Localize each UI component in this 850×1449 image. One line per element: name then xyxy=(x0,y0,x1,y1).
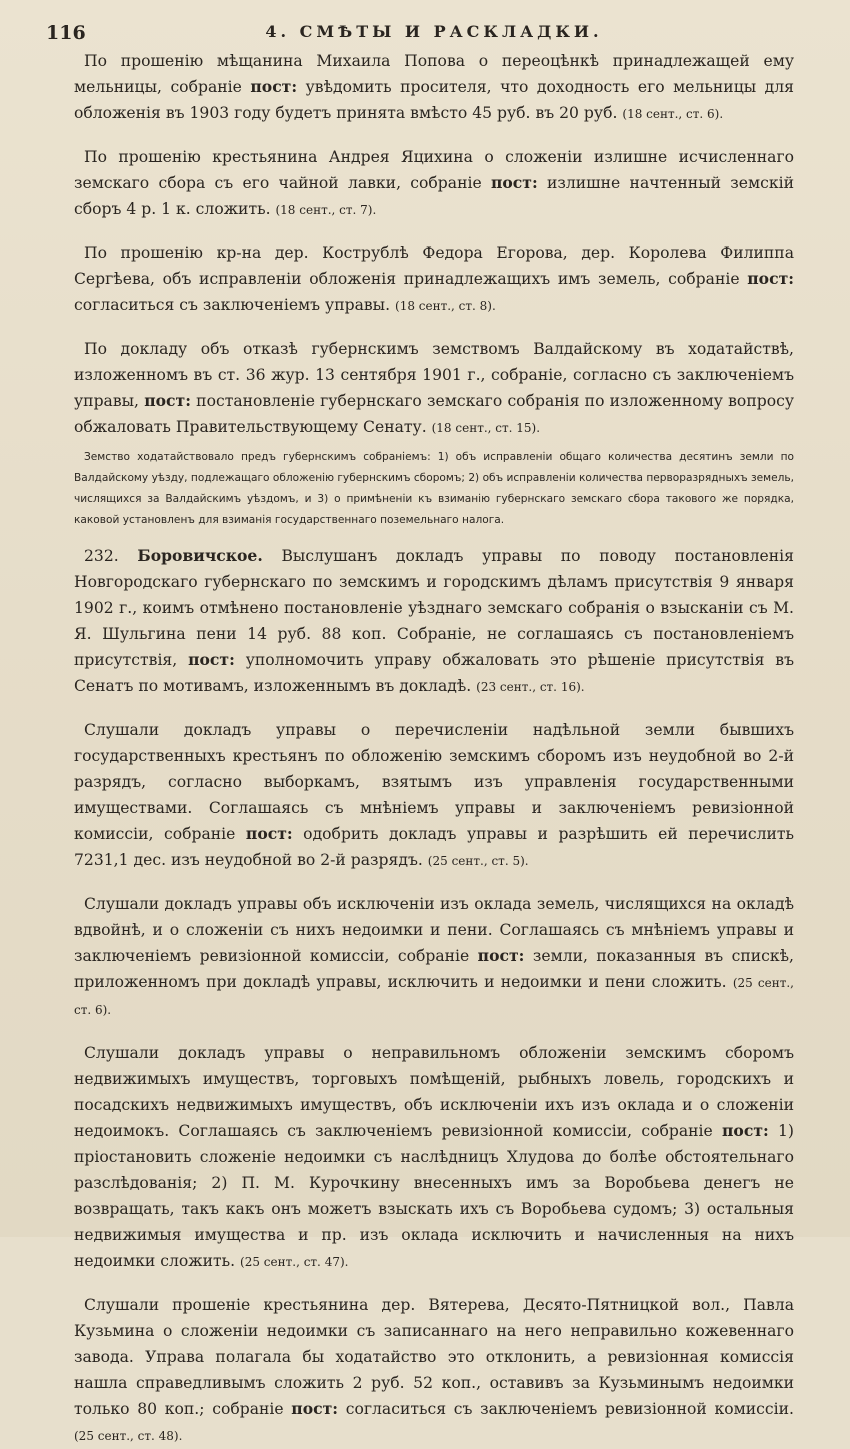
running-head: 4. СМѢТЫ И РАСКЛАДКИ. xyxy=(265,22,603,41)
section-name: Боровичское. xyxy=(137,546,263,565)
reference: (18 сент., ст. 6). xyxy=(622,107,724,121)
reference: (25 сент., ст. 48). xyxy=(74,1429,183,1443)
reference: (18 сент., ст. 8). xyxy=(395,299,496,313)
entry-paragraph: Слушали докладъ управы о неправильномъ обложеніи земскимъ сборомъ недвижимыхъ имуществъ, торговыхъ помѣщеній, рыбныхъ ловель, городскихъ и посадскихъ недвижимыхъ имуществъ, объ исключеніи ихъ изъ оклада и о сложеніи недоимокъ. Соглашаясь съ заключеніемъ ревизіонной комиссіи, собраніе пост: 1) пріостановить сложеніе недоимки съ наслѣдницъ Хлудова до болѣе обстоятельнаго разслѣдованія; 2) П. М. Курочкину внесенныхъ имъ за Воробьева денегъ не возвращать, такъ какъ онъ можетъ взыскать ихъ съ Воробьева судомъ; 3) остальныя недвижимыя имущества и пр. изъ оклада исключить и начисленныя на нихъ недоимки сложить. (25 сент., ст. 47). xyxy=(74,1044,795,1270)
footnote: Земство ходатайствовало предъ губернскимъ собраніемъ: 1) объ исправленіи общаго количества десятинъ земли по Валдайскому уѣзду, подлежащаго обложенію губернскимъ сборомъ; 2) объ исправленіи количества перворазрядныхъ земель, числящихся за Валдайскимъ уѣздомъ, и 3) о примѣненіи къ взиманію губернскаго земскаго сбора такового же порядка, каковой установленъ для взиманія государственнаго поземельнаго налога. xyxy=(74,451,794,526)
entry-paragraph: По прошенію кр-на дер. Кострублѣ Федора Егорова, дер. Королева Филиппа Сергѣева, объ исправленіи обложенія принадлежащихъ имъ земель, собраніе пост: согласиться съ заключеніемъ управы. (18 сент., ст. 8). xyxy=(74,244,794,314)
entry-paragraph: Слушали прошеніе крестьянина дер. Вятерева, Десято-Пятницкой вол., Павла Кузьмина о сложеніи недоимки съ записаннаго на него неправильно кожевеннаго завода. Управа полагала бы ходатайство это отклонить, а ревизіонная комиссія нашла справедливымъ сложить 2 руб. 52 коп., оставивъ за Кузьминымъ недоимки только 80 коп.; собраніе пост: согласиться съ заключеніемъ ревизіонной комиссіи. (25 сент., ст. 48). xyxy=(74,1296,794,1443)
reference: (18 сент., ст. 15). xyxy=(431,421,541,435)
entry-paragraph: Слушали докладъ управы объ исключеніи изъ оклада земель, числящихся на окладѣ вдвойнѣ, и о сложеніи съ нихъ недоимки и пени. Соглашаясь съ мнѣніемъ управы и заключеніемъ ревизіонной комиссіи, собраніе пост: земли, показанныя въ спискѣ, приложенномъ при докладѣ управы, исключить и недоимки и пени сложить. (25 сент., ст. 6). xyxy=(74,895,795,1017)
entry-paragraph: По прошенію крестьянина Андрея Яцихина о сложеніи излишне исчисленнаго земскаго сбора съ его чайной лавки, собраніе пост: излишне начтенный земскій сборъ 4 р. 1 к. сложить. (18 сент., ст. 7). xyxy=(74,148,794,218)
reference: (25 сент., ст. 5). xyxy=(427,854,529,868)
entry-paragraph: Слушали докладъ управы о перечисленіи надѣльной земли бывшихъ государственныхъ крестьянъ по обложенію земскимъ сборомъ изъ неудобной во 2-й разрядъ, согласно выборкамъ, взятымъ изъ управленія государственными имуществами. Соглашаясь съ мнѣніемъ управы и заключеніемъ ревизіонной комиссіи, собраніе пост: одобрить докладъ управы и разрѣшить ей перечислить 7231,1 дес. изъ неудобной во 2-й разрядъ. (25 сент., ст. 5). xyxy=(74,721,794,869)
page-number: 116 xyxy=(46,22,86,44)
section-paragraph: 232. Боровичское. Выслушанъ докладъ управы по поводу постановленія Новгородскаго губернскаго по земскимъ и городскимъ дѣламъ присутствія 9 января 1902 г., коимъ отмѣнено постановленіе уѣзднаго земскаго собранія о взысканіи съ М. Я. Шульгина пени 14 руб. 88 коп. Собраніе, не соглашаясь съ постановленіемъ присутствія, пост: уполномочить управу обжаловать это рѣшеніе присутствія въ Сенатъ по мотивамъ, изложеннымъ въ докладѣ. (23 сент., ст. 16). xyxy=(74,546,794,695)
reference: (25 сент., ст. 6). xyxy=(74,976,795,1017)
section-number: 232. xyxy=(84,547,119,565)
reference: (18 сент., ст. 7). xyxy=(275,203,377,217)
reference: (25 сент., ст. 47). xyxy=(240,1255,349,1269)
entry-paragraph: По прошенію мѣщанина Михаила Попова о переоцѣнкѣ принадлежащей ему мельницы, собраніе пост: увѣдомить просителя, что доходность его мельницы для обложенія въ 1903 году будетъ принята вмѣсто 45 руб. въ 20 руб. (18 сент., ст. 6). xyxy=(74,52,794,122)
entry-paragraph: По докладу объ отказѣ губернскимъ земствомъ Валдайскому въ ходатайствѣ, изложенномъ въ ст. 36 жур. 13 сентября 1901 г., собраніе, согласно съ заключеніемъ управы, пост: постановленіе губернскаго земскаго собранія по изложенному вопросу обжаловать Правительствующему Сенату. (18 сент., ст. 15). xyxy=(74,340,794,436)
reference: (23 сент., ст. 16). xyxy=(476,680,585,694)
page-header xyxy=(46,14,794,48)
